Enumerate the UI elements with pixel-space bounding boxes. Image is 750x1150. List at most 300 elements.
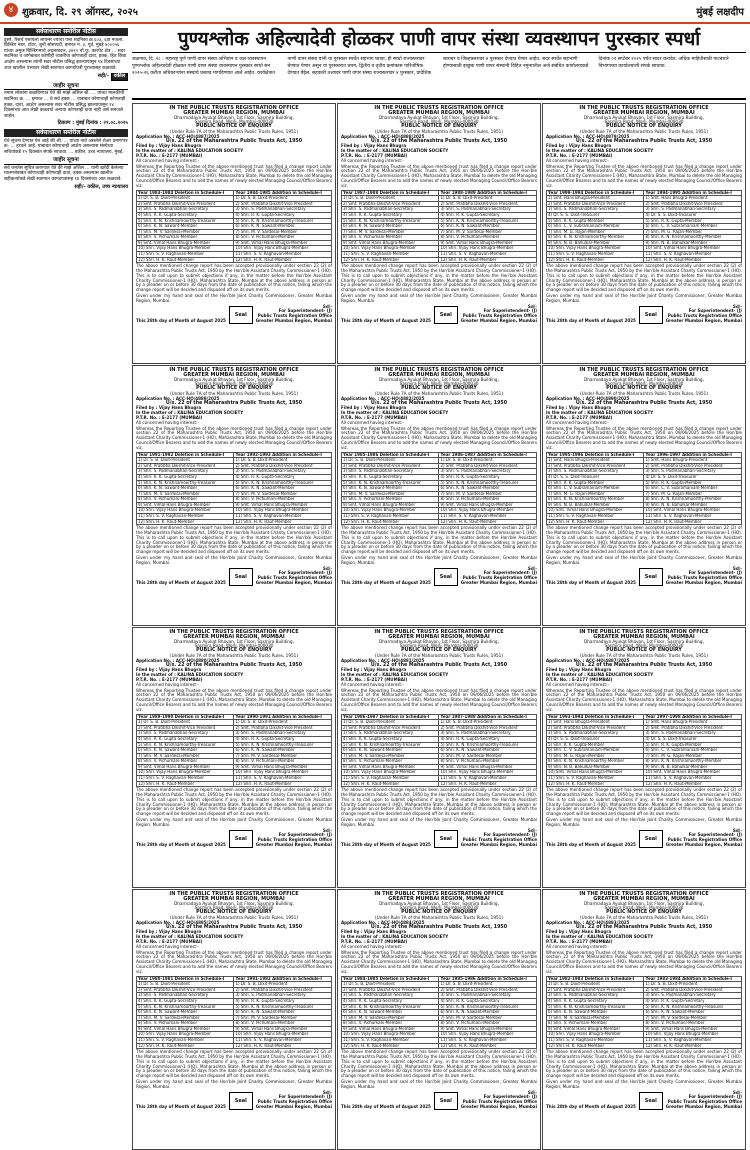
deletion-column-header: Year 1993-1994 Deletion in Schedule-I — [547, 714, 644, 720]
deleted-member: 1) Dr. S. B. Dixit-President — [137, 458, 234, 464]
public-notice — [542, 627, 746, 888]
deleted-member: 5) Shri. K. N. Krishnamoorthy-Treasurer — [342, 480, 439, 486]
application-number: ACC-HO/4885/2025 — [175, 919, 220, 925]
public-notice — [132, 103, 336, 364]
addition-column-header: Year 1984-1985 Addition in Schedule-I — [234, 190, 332, 196]
deleted-member: 2) Smt. Pratibha Dikshit-Vice President — [342, 201, 439, 207]
filed-by-label: Filed by : — [546, 929, 568, 935]
deleted-member: 9) Smt. Vimal Hans Bhugra-Member — [137, 764, 234, 770]
deleted-member: 3) Shri. S. Padmanabhan-Secretary — [342, 731, 439, 737]
notice-date: This 28th day of Month of August 2025 — [136, 318, 226, 324]
ptr-value: E-2177 (MUMBAI) — [367, 152, 408, 158]
added-member: 6) Shri. K. N. Sawant-Member — [234, 486, 332, 492]
notice-section: U/s. 22 of the Maharashtra Public Trusts Act, 1950 — [575, 662, 713, 668]
added-member: 2) Smt. Pratibha Dikshit-Vice President — [234, 987, 332, 993]
added-member: 10) Shri. Vijay Hans Bhugra-Member — [234, 770, 332, 776]
deleted-member: 6) Shri. C. V. Subramaniam-Member — [547, 748, 644, 754]
signatory-office: Public Trusts Registration Office — [667, 313, 742, 319]
added-member: 8) Shri. V. Pichumani-Member — [439, 497, 537, 503]
added-member: 8) Shri. V. Pichumani-Member — [234, 497, 332, 503]
deleted-member: 4) Dr. S. S. Dixit-Treasurer — [547, 736, 644, 742]
notice-region: GREATER MUMBAI REGION, MUMBAI — [183, 895, 285, 902]
added-member: 1) Dr. S. B. Dixit-President — [644, 982, 742, 988]
notice-signatory — [256, 829, 332, 848]
public-notice — [337, 103, 541, 364]
notice-body: Whereas the Reporting Trustee of the above mentioned trust has filed a change report under section 22 of the Maharashtra Public Trusts Act, 1950 on 09/06/2025 before the Hon'ble Assistant Charity Commissioner-1 (HO), Maharashtra State, Mumbai to delete the old Managing Council/Office Bearers and to add the names of newly elected Managing Council/Office Bearers viz. — [546, 163, 742, 188]
notice-address: Sasmira Road, Worli, Mumbai-400030 — [604, 119, 684, 125]
addition-column-header: Year 1992-1993 Addition in Schedule-I — [234, 452, 332, 458]
notice-section: U/s. 22 of the Maharashtra Public Trusts Act, 1950 — [165, 138, 303, 144]
ptr-value: E-2177 (MUMBAI) — [572, 676, 613, 682]
notice-footer — [341, 1091, 537, 1110]
notice-date: This 28th day of Month of August 2025 — [136, 842, 226, 848]
deleted-member: 1) Dr. S. B. Dixit-President — [137, 196, 234, 202]
signature-sd: Sd/- — [527, 827, 537, 833]
deleted-member: 11) Shri. S. V. Raghavan-Member — [137, 1038, 234, 1044]
table-row — [137, 257, 332, 263]
deleted-member: 1) Dr. S. B. Dixit-President — [342, 720, 439, 726]
added-member: 9) Smt. Vimal Hans Bhugra-Member — [439, 240, 537, 246]
deleted-member: 2) Smt. Pratibha Dikshit-Vice President — [547, 201, 644, 207]
seal-stamp: Seal — [639, 1092, 663, 1110]
notice-address: Dharmadaya Ayukat Bhavan, 1st Floor, Sasmira Building, — [174, 376, 294, 382]
deleted-member: 8) Shri. V. Pichumani-Member — [547, 1021, 644, 1027]
deleted-member: 7) Shri. M. V. Sardesai-Member — [137, 229, 234, 235]
signatory-region: Greater Mumbai Region, Mumbai — [460, 580, 537, 586]
deleted-member: 7) Shri. M. V. Sardesai-Member — [137, 1015, 234, 1021]
notice-footer — [546, 567, 742, 586]
members-table — [341, 452, 537, 526]
seal-stamp: Seal — [639, 568, 663, 586]
deleted-member: 8) Shri. V. Pichumani-Member — [137, 1021, 234, 1027]
ptr-value: E-2177 (MUMBAI) — [367, 414, 408, 420]
filed-by-value: Vijay Hans Bhugra — [363, 667, 407, 673]
added-member: 5) Shri. K. N. Krishnamoorthy-Treasurer — [439, 218, 537, 224]
notice-heading: PUBLIC NOTICE OF ENQUIRY — [196, 386, 272, 392]
added-member: 12) Shri. H. K. Raut-Member — [644, 257, 742, 263]
deletion-column-header: Year 1980-1981 Deletion in Schedule-I — [137, 976, 234, 982]
notice-signatory — [666, 829, 742, 848]
notice-concerned: All concerned having interest:- — [546, 157, 609, 163]
added-member: 3) Shri. S. Padmanabhan-Secretary — [234, 207, 332, 213]
ptr-value: E-2177 (MUMBAI) — [162, 414, 203, 420]
deleted-member: 7) Shri. M. V. Sardesai-Member — [137, 491, 234, 497]
deleted-member: 7) Shri. M. V. Sardesai-Member — [342, 753, 439, 759]
deletion-column-header: Year 1989-1990 Deletion in Schedule-I — [137, 714, 234, 720]
added-member: 5) Shri. R. K. Gupta-Member — [644, 218, 742, 224]
addition-column-header: Year 1994-1995 Addition in Schedule-I — [644, 190, 742, 196]
ptr-label: P.T.R. No. : — [136, 414, 161, 420]
notice-given: Given under my hand and seal of the Hon'ble Joint Charity Commissioner, Greater Mumbai Region, Mumbai. — [136, 817, 332, 827]
notice-body: Whereas the Reporting Trustee of the above mentioned trust has filed a change report under section 22 of the Maharashtra Public Trusts Act, 1950 on 09/06/2025 before the Hon'ble Assistant Charity Commissioner-1 (HO), Maharashtra State, Mumbai to delete the old Managing Council/Office Bearers and to add the names of newly elected Managing Council/Office Bearers viz. — [341, 949, 537, 974]
notice-given: Given under my hand and seal of the Hon'ble Joint Charity Commissioner, Greater Mumbai Region, Mumbai. — [341, 555, 537, 565]
added-member: 8) Shri. V. Pichumani-Member — [234, 1021, 332, 1027]
deleted-member: 8) Shri. K. N. Krishnamoorthy-Member — [547, 759, 644, 765]
added-member: 11) Shri. S. V. Raghavan-Member — [644, 252, 742, 258]
notice-body-objections: The above mentioned change report has been accepted provisionally under section 22 (2) of the Maharashtra Public Trusts Act, 1950 by the Hon'ble Assistant Charity Commissioner-1 (HO). This is to call upon to submit objections if any, in the matter before the Hon'ble Assistant Charity Commissioner-1 (HO), Maharashtra State, Mumbai at the above address in person or by a pleader on or before 30 days from the date of publication of this notice, failing which the change report will be decided and disposed off on its own merits. — [546, 1049, 742, 1079]
addition-column-header: Year 1981-1982 Addition in Schedule-I — [234, 976, 332, 982]
added-member: 1) Smt. Hans Bhugra-President — [644, 458, 742, 464]
matter-value: KALINA EDUCATION SOCIETY — [587, 934, 654, 940]
added-member: 8) Shri. V. Pichumani-Member — [234, 235, 332, 241]
notice-given: Given under my hand and seal of the Hon'ble Joint Charity Commissioner, Greater Mumbai Region, Mumbai. — [546, 293, 742, 303]
signatory-office: Public Trusts Registration Office — [257, 575, 332, 581]
added-member: 7) Shri. M. V. Sardesai-Member — [439, 753, 537, 759]
deleted-member: 5) Shri. K. N. Krishnamoorthy-Treasurer — [137, 218, 234, 224]
notice-signatory — [666, 567, 742, 586]
deleted-member: 7) Shri. M. G. Rajan-Member — [547, 753, 644, 759]
notice-rule: (Under Rule 7A of the Maharashtra Public Trusts Rules, 1951) — [580, 652, 708, 658]
notice-address: Sasmira Road, Worli, Mumbai-400030 — [399, 381, 479, 387]
deleted-member: 12) Shri. H. K. Raut-Member — [547, 1043, 644, 1049]
added-member: 4) Dr. S. S. Dixit-Treasurer — [644, 474, 742, 480]
deletion-column-header: Year 1987-1988 Deletion in Schedule-I — [342, 190, 439, 196]
deletion-column-header: Year 1995-1996 Deletion in Schedule-I — [547, 452, 644, 458]
application-label: Application No. : — [546, 657, 585, 663]
notice-address: Sasmira Road, Worli, Mumbai-400030 — [604, 643, 684, 649]
notice-concerned: All concerned having interest:- — [341, 157, 404, 163]
notice-address: Dharmadaya Ayukat Bhavan, 1st Floor, Sasmira Building, — [379, 376, 499, 382]
notice-region: GREATER MUMBAI REGION, MUMBAI — [593, 371, 695, 378]
seal-stamp: Seal — [229, 306, 253, 324]
application-label: Application No. : — [136, 919, 175, 925]
notice-rule: (Under Rule 7A of the Maharashtra Public Trusts Rules, 1951) — [375, 914, 503, 920]
notice-address: Sasmira Road, Worli, Mumbai-400030 — [194, 381, 274, 387]
deleted-member: 8) Shri. V. Pichumani-Member — [137, 497, 234, 503]
signatory-region: Greater Mumbai Region, Mumbai — [255, 580, 332, 586]
deleted-member: 3) Shri. S. Padmanabhan-Secretary — [547, 469, 644, 475]
added-member: 6) Shri. K. N. Sawant-Member — [234, 224, 332, 230]
added-member: 9) Smt. Vimal Hans Bhugra-Member — [439, 502, 537, 508]
ptr-value: E-2177 (MUMBAI) — [162, 152, 203, 158]
added-member: 1) Dr. S. B. Dixit-President — [439, 458, 537, 464]
members-table — [341, 714, 537, 788]
notice-address: Sasmira Road, Worli, Mumbai-400030 — [194, 643, 274, 649]
deleted-member: 9) Smt. Vimal Hans Bhugra-Member — [137, 240, 234, 246]
added-member: 4) Shri. R. K. Gupta-Secretary — [234, 474, 332, 480]
notice-body: Whereas the Reporting Trustee of the above mentioned trust has filed a change report under section 22 of the Maharashtra Public Trusts Act, 1950 on 09/06/2025 before the Hon'ble Assistant Charity Commissioner-1 (HO), Maharashtra State, Mumbai to delete the old Managing Council/Office Bearers and to add the names of newly elected Managing Council/Office Bearers viz. — [546, 949, 742, 974]
added-member: 2) Smt. Pratibha Dikshit-Vice President — [234, 201, 332, 207]
notice-grid — [132, 103, 746, 1150]
deleted-member: 1) Dr. S. B. Dixit-President — [342, 982, 439, 988]
added-member: 12) Shri. H. K. Raut-Member — [439, 781, 537, 787]
deleted-member: 3) Shri. S. Padmanabhan-Secretary — [137, 207, 234, 213]
deleted-member: 10) Smt. Vimal Hans Bhugra-Member — [547, 508, 644, 514]
seal-stamp: Seal — [434, 568, 458, 586]
deleted-member: 1) Dr. S. B. Dixit-President — [137, 982, 234, 988]
notice-footer — [546, 829, 742, 848]
members-table — [136, 452, 332, 526]
added-member: 2) Smt. Pratibha Dikshit-Vice President — [644, 463, 742, 469]
deleted-member: 4) Shri. R. K. Gupta-Secretary — [137, 474, 234, 480]
deleted-member: 3) Shri. S. Padmanabhan-Secretary — [342, 207, 439, 213]
signatory-office: Public Trusts Registration Office — [257, 837, 332, 843]
deleted-member: 2) Smt. Pratibha Dikshit-Vice President — [137, 463, 234, 469]
deleted-member: 2) Smt. Pratibha Dikshit-Vice President — [342, 463, 439, 469]
sidebar-signature: सही/- वकील, उच्च न्यायालय — [74, 183, 128, 190]
notice-region: GREATER MUMBAI REGION, MUMBAI — [183, 371, 285, 378]
deletion-column-header: Year 1982-1983 Deletion in Schedule-I — [547, 976, 644, 982]
notice-region: GREATER MUMBAI REGION, MUMBAI — [183, 633, 285, 640]
public-notice — [337, 365, 541, 626]
deletion-column-header: Year 1999-1994 Deletion in Schedule-I — [547, 190, 644, 196]
added-member: 9) Shri. N. B. Bahulkar-Member — [644, 502, 742, 508]
notice-body: Whereas the Reporting Trustee of the above mentioned trust has filed a change report under section 22 of the Maharashtra Public Trusts Act, 1950 on 09/06/2025 before the Hon'ble Assistant Charity Commissioner-1 (HO), Maharashtra State, Mumbai to delete the old Managing Council/Office Bearers and to add the names of newly elected Managing Council/Office Bearers viz. — [136, 949, 332, 974]
matter-value: KALINA EDUCATION SOCIETY — [587, 148, 654, 154]
added-member: 2) Smt. Pratibha Dikshit-Vice President — [439, 201, 537, 207]
added-member: 2) Smt. Pratibha Dikshit-Vice President — [439, 725, 537, 731]
matter-label: In the matter of : — [546, 148, 586, 154]
notice-given: Given under my hand and seal of the Hon'ble Joint Charity Commissioner, Greater Mumbai Region, Mumbai. — [341, 817, 537, 827]
deleted-member: 1) Dr. S. B. Dixit-President — [342, 458, 439, 464]
sidebar-notice-text: सर्व जनतेस सूचित करण्यात येते की माझे अशिल ... यांनी खरेदी केलेल्या मालमत्तेबाबत कोणाचाही कोणताही दावा, हक्क असल्यास खालील सहीकर्त्याकडे लेखी स्वरुपात कागदपत्रांसह १४ दिवसांच्या आत कळवावे. — [4, 165, 125, 183]
deleted-member: 5) Shri. K. N. Krishnamoorthy-Treasurer — [342, 742, 439, 748]
signatory-region: Greater Mumbai Region, Mumbai — [460, 1104, 537, 1110]
added-member: 12) Shri. H. K. Raut-Member — [439, 257, 537, 263]
table-row — [547, 781, 742, 787]
members-table — [136, 976, 332, 1050]
signatory-office: Public Trusts Registration Office — [257, 313, 332, 319]
added-member: 7) Shri. M. G. Rajan-Member — [644, 229, 742, 235]
matter-value: KALINA EDUCATION SOCIETY — [177, 934, 244, 940]
deletion-column-header: Year 1991-1992 Deletion in Schedule-I — [137, 452, 234, 458]
filed-by-label: Filed by : — [136, 929, 158, 935]
added-member: 7) Shri. M. V. Sardesai-Member — [439, 1015, 537, 1021]
matter-value: KALINA EDUCATION SOCIETY — [587, 410, 654, 416]
table-row — [547, 519, 742, 525]
ptr-value: E-2177 (MUMBAI) — [367, 676, 408, 682]
added-member: 12) Shri. H. K. Raut-Member — [439, 519, 537, 525]
signatory-title: For Superintendent- (J) — [278, 1094, 332, 1100]
table-row — [342, 1043, 537, 1049]
added-member: 5) Shri. K. N. Krishnamoorthy-Treasurer — [644, 1004, 742, 1010]
signatory-office: Public Trusts Registration Office — [667, 575, 742, 581]
notice-rule: (Under Rule 7A of the Maharashtra Public Trusts Rules, 1951) — [375, 128, 503, 134]
added-member: 1) Dr. S. B. Dixit-President — [234, 458, 332, 464]
added-member: 1) Dr. S. B. Dixit-President — [439, 982, 537, 988]
notice-given: Given under my hand and seal of the Hon'ble Joint Charity Commissioner, Greater Mumbai Region, Mumbai. — [546, 1079, 742, 1089]
added-member: 1) Smt. Hans Bhugra-President — [644, 720, 742, 726]
notice-body-objections: The above mentioned change report has been accepted provisionally under section 22 (2) of the Maharashtra Public Trusts Act, 1950 by the Hon'ble Assistant Charity Commissioner-1 (HO). This is to call upon to submit objections if any, in the matter before the Hon'ble Assistant Charity Commissioner-1 (HO), Maharashtra State, Mumbai at the above address in person or by a pleader on or before 30 days from the date of publication of this notice, failing which the change report will be decided and disposed off on its own merits. — [546, 787, 742, 817]
notice-rule: (Under Rule 7A of the Maharashtra Public Trusts Rules, 1951) — [170, 390, 298, 396]
notice-heading: PUBLIC NOTICE OF ENQUIRY — [606, 910, 682, 916]
signature-sd: Sd/- — [322, 303, 332, 309]
deleted-member: 6) Shri. K. N. Sawant-Member — [342, 224, 439, 230]
deleted-member: 2) Smt. Pratibha Dikshit-Vice President — [547, 725, 644, 731]
added-member: 5) Shri. K. N. Krishnamoorthy-Treasurer — [439, 480, 537, 486]
signatory-region: Greater Mumbai Region, Mumbai — [460, 318, 537, 324]
signatory-title: For Superintendent- (J) — [483, 1094, 537, 1100]
addition-column-header: Year 1986-1987 Addition in Schedule-I — [439, 452, 537, 458]
added-member: 1) Dr. S. B. Dixit-President — [234, 720, 332, 726]
notice-date: This 28th day of Month of August 2025 — [136, 1104, 226, 1110]
matter-value: KALINA EDUCATION SOCIETY — [382, 672, 449, 678]
deleted-member: 2) Smt. Pratibha Dikshit-Vice President — [137, 725, 234, 731]
deleted-member: 11) Shri. S. V. Raghavan-Member — [137, 252, 234, 258]
sidebar-heading: सर्वसाधारण समोरील नोटीस — [4, 129, 128, 137]
added-member: 9) Smt. Vimal Hans Bhugra-Member — [644, 1026, 742, 1032]
notice-concerned: All concerned having interest:- — [341, 943, 404, 949]
notice-region: GREATER MUMBAI REGION, MUMBAI — [593, 109, 695, 116]
deleted-member: 10) Shri. Vijay Hans Bhugra-Member — [342, 246, 439, 252]
addition-column-header: Year 1988-1989 Addition in Schedule-I — [439, 190, 537, 196]
notice-body-objections: The above mentioned change report has been accepted provisionally under section 22 (2) of the Maharashtra Public Trusts Act, 1950 by the Hon'ble Assistant Charity Commissioner-1 (HO). This is to call upon to submit objections if any, in the matter before the Hon'ble Assistant Charity Commissioner-1 (HO), Maharashtra State, Mumbai at the above address in person or by a pleader on or before 30 days from the date of publication of this notice, failing which the change report will be decided and disposed off on its own merits. — [341, 263, 537, 293]
application-label: Application No. : — [136, 133, 175, 139]
application-label: Application No. : — [546, 919, 585, 925]
notice-office: IN THE PUBLIC TRUSTS REGISTRATION OFFICE — [169, 891, 299, 897]
added-member: 4) Shri. R. K. Gupta-Secretary — [439, 474, 537, 480]
deleted-member: 6) Shri. K. N. Sawant-Member — [137, 486, 234, 492]
notice-heading: PUBLIC NOTICE OF ENQUIRY — [401, 386, 477, 392]
added-member: 8) Shri. V. Pichumani-Member — [234, 759, 332, 765]
application-number: ACC-HO/4881/2025 — [380, 657, 425, 663]
members-table — [136, 714, 332, 788]
notice-section: U/s. 22 of the Maharashtra Public Trusts Act, 1950 — [370, 138, 508, 144]
signature-sd: Sd/- — [527, 303, 537, 309]
added-member: 11) Shri. S. V. Raghavan-Member — [644, 1038, 742, 1044]
notice-address: Sasmira Road, Worli, Mumbai-400030 — [399, 643, 479, 649]
table-row — [342, 257, 537, 263]
ptr-label: P.T.R. No. : — [546, 938, 571, 944]
notice-footer — [341, 829, 537, 848]
notice-address: Sasmira Road, Worli, Mumbai-400030 — [194, 905, 274, 911]
notice-body-objections: The above mentioned change report has been accepted provisionally under section 22 (2) of the Maharashtra Public Trusts Act, 1950 by the Hon'ble Assistant Charity Commissioner-1 (HO). This is to call upon to submit objections if any, in the matter before the Hon'ble Assistant Charity Commissioner-1 (HO), Maharashtra State, Mumbai at the above address in person or by a pleader on or before 30 days from the date of publication of this notice, failing which the change report will be decided and disposed off on its own merits. — [136, 787, 332, 817]
filed-by-value: Vijay Hans Bhugra — [158, 405, 202, 411]
ptr-label: P.T.R. No. : — [546, 414, 571, 420]
matter-label: In the matter of : — [341, 410, 381, 416]
added-member: 10) Shri. Vijay Hans Bhugra-Member — [234, 508, 332, 514]
added-member: 6) Shri. K. N. Sawant-Member — [439, 1010, 537, 1016]
notice-address: Sasmira Road, Worli, Mumbai-400030 — [194, 119, 274, 125]
signature-sd: Sd/- — [732, 1089, 742, 1095]
added-member: 12) Shri. H. K. Raut-Member — [644, 519, 742, 525]
deleted-member: 1) Smt. Hans Bhugra-President — [547, 458, 644, 464]
deletion-column-header: Year 1983-1984 Deletion in Schedule-I — [137, 190, 234, 196]
filed-by-value: Vijay Hans Bhugra — [568, 143, 612, 149]
added-member: 3) Shri. S. Padmanabhan-Secretary — [234, 993, 332, 999]
added-member: 10) Shri. Vijay Hans Bhugra-Member — [439, 1032, 537, 1038]
addition-column-header: Year 1983-1984 Addition in Schedule-I — [644, 976, 742, 982]
public-notice — [132, 627, 336, 888]
notice-address: Sasmira Road, Worli, Mumbai-400030 — [399, 905, 479, 911]
notice-heading: PUBLIC NOTICE OF ENQUIRY — [606, 386, 682, 392]
added-member: 7) Shri. M. V. Sardesai-Member — [234, 753, 332, 759]
added-member: 2) Smt. Pratibha Dikshit-Vice President — [644, 987, 742, 993]
added-member: 4) Shri. R. K. Gupta-Secretary — [439, 212, 537, 218]
filed-by-value: Vijay Hans Bhugra — [568, 667, 612, 673]
added-member: 1) Dr. S. B. Dixit-President — [234, 982, 332, 988]
deleted-member: 11) Shri. S. V. Raghavan-Member — [342, 776, 439, 782]
notice-given: Given under my hand and seal of the Hon'ble Joint Charity Commissioner, Greater Mumbai Region, Mumbai. — [136, 293, 332, 303]
deleted-member: 4) Dr. S. S. Dixit-Treasurer — [547, 474, 644, 480]
added-member: 1) Smt. Hans Bhugra-President — [644, 196, 742, 202]
added-member: 8) Shri. V. Pichumani-Member — [439, 759, 537, 765]
added-member: 5) Shri. R. K. Gupta-Member — [644, 480, 742, 486]
added-member: 10) Smt. Vimal Hans Bhugra-Member — [644, 770, 742, 776]
filed-by-label: Filed by : — [546, 143, 568, 149]
notice-office: IN THE PUBLIC TRUSTS REGISTRATION OFFICE — [579, 367, 709, 373]
deleted-member: 2) Smt. Pratibha Dikshit-Vice President — [342, 725, 439, 731]
application-number: ACC-HO/4888/2025 — [380, 133, 425, 139]
notice-given: Given under my hand and seal of the Hon'ble Joint Charity Commissioner, Greater Mumbai Region, Mumbai. — [136, 1079, 332, 1089]
application-label: Application No. : — [341, 133, 380, 139]
public-notice — [542, 365, 746, 626]
notice-signatory — [461, 567, 537, 586]
notice-office: IN THE PUBLIC TRUSTS REGISTRATION OFFICE — [579, 629, 709, 635]
deleted-member: 6) Shri. K. N. Sawant-Member — [137, 224, 234, 230]
signatory-title: For Superintendent- (J) — [278, 832, 332, 838]
ptr-label: P.T.R. No. : — [546, 676, 571, 682]
added-member: 11) Shri. S. V. Raghavan-Member — [439, 514, 537, 520]
notice-body-objections: The above mentioned change report has been accepted provisionally under section 22 (2) of the Maharashtra Public Trusts Act, 1950 by the Hon'ble Assistant Charity Commissioner-1 (HO). This is to call upon to submit objections if any, in the matter before the Hon'ble Assistant Charity Commissioner-1 (HO), Maharashtra State, Mumbai at the above address in person or by a pleader on or before 30 days from the date of publication of this notice, failing which the change report will be decided and disposed off on its own merits. — [341, 787, 537, 817]
added-member: 5) Shri. K. N. Krishnamoorthy-Treasurer — [234, 1004, 332, 1010]
seal-stamp: Seal — [229, 830, 253, 848]
table-row — [137, 519, 332, 525]
application-label: Application No. : — [546, 395, 585, 401]
sidebar-sign-text: सही/- — [97, 73, 109, 80]
seal-stamp: Seal — [229, 568, 253, 586]
added-member: 6) Shri. K. N. Sawant-Member — [439, 224, 537, 230]
added-member: 9) Smt. Vimal Hans Bhugra-Member — [439, 764, 537, 770]
added-member: 2) Smt. Pratibha Dikshit-Vice President — [644, 725, 742, 731]
deleted-member: 2) Smt. Pratibha Dikshit-Vice President — [137, 201, 234, 207]
signatory-region: Greater Mumbai Region, Mumbai — [665, 1104, 742, 1110]
deleted-member: 11) Shri. S. V. Raghavan-Member — [137, 776, 234, 782]
deleted-member: 4) Shri. R. K. Gupta-Secretary — [547, 998, 644, 1004]
signature-sd: Sd/- — [322, 827, 332, 833]
notice-concerned: All concerned having interest:- — [136, 681, 199, 687]
deleted-member: 10) Shri. Vijay Hans Bhugra-Member — [137, 1032, 234, 1038]
notice-office: IN THE PUBLIC TRUSTS REGISTRATION OFFICE — [169, 367, 299, 373]
notice-body-objections: The above mentioned change report has been accepted provisionally under section 22 (2) of the Maharashtra Public Trusts Act, 1950 by the Hon'ble Assistant Charity Commissioner-1 (HO). This is to call upon to submit objections if any, in the matter before the Hon'ble Assistant Charity Commissioner-1 (HO), Maharashtra State, Mumbai at the above address in person or by a pleader on or before 30 days from the date of publication of this notice, failing which the change report will be decided and disposed off on its own merits. — [136, 525, 332, 555]
notice-body: Whereas the Reporting Trustee of the above mentioned trust has filed a change report under section 22 of the Maharashtra Public Trusts Act, 1950 on 09/06/2025 before the Hon'ble Assistant Charity Commissioner-1 (HO), Maharashtra State, Mumbai to delete the old Managing Council/Office Bearers and to add the names of newly elected Managing Council/Office Bearers viz. — [341, 163, 537, 188]
added-member: 12) Shri. H. K. Raut-Member — [234, 781, 332, 787]
deleted-member: 9) Shri. N. B. Bahulkar-Member — [547, 502, 644, 508]
deleted-member: 5) Shri. R. K. Gupta-Member — [547, 742, 644, 748]
deleted-member: 5) Shri. K. N. Krishnamoorthy-Treasurer — [137, 480, 234, 486]
ptr-label: P.T.R. No. : — [341, 414, 366, 420]
public-notice — [542, 889, 746, 1150]
deleted-member: 12) Shri. H. K. Raut-Member — [547, 781, 644, 787]
added-member: 7) Shri. M. V. Sardesai-Member — [234, 491, 332, 497]
added-member: 9) Smt. Vimal Hans Bhugra-Member — [234, 502, 332, 508]
deleted-member: 6) Shri. C. V. Subramaniam-Member — [547, 486, 644, 492]
deleted-member: 9) Shri. N. B. Bahulkar-Member — [547, 240, 644, 246]
added-member: 5) Shri. K. N. Krishnamoorthy-Treasurer — [234, 480, 332, 486]
deleted-member: 3) Shri. S. Padmanabhan-Secretary — [342, 993, 439, 999]
addition-column-header: Year 1985-1986 Addition in Schedule-I — [439, 976, 537, 982]
notice-concerned: All concerned having interest:- — [546, 419, 609, 425]
added-member: 5) Shri. R. K. Gupta-Member — [644, 742, 742, 748]
notice-signatory — [256, 305, 332, 324]
notice-signatory — [666, 1091, 742, 1110]
deleted-member: 8) Shri. V. Pichumani-Member — [342, 497, 439, 503]
notice-concerned: All concerned having interest:- — [136, 157, 199, 163]
notice-date: This 28th day of Month of August 2025 — [341, 318, 431, 324]
signatory-title: For Superintendent- (J) — [483, 570, 537, 576]
deleted-member: 6) Shri. K. N. Sawant-Member — [137, 748, 234, 754]
notice-section: U/s. 22 of the Maharashtra Public Trusts Act, 1950 — [370, 662, 508, 668]
addition-column-header: Year 1996-1997 Addition in Schedule-I — [644, 452, 742, 458]
deleted-member: 3) Shri. S. Padmanabhan-Secretary — [547, 207, 644, 213]
added-member: 5) Shri. K. N. Krishnamoorthy-Treasurer — [439, 742, 537, 748]
added-member: 12) Shri. H. K. Raut-Member — [644, 781, 742, 787]
deleted-member: 12) Shri. H. K. Raut-Member — [342, 519, 439, 525]
notice-section: U/s. 22 of the Maharashtra Public Trusts Act, 1950 — [575, 138, 713, 144]
notice-body-objections: The above mentioned change report has been accepted provisionally under section 22 (2) of the Maharashtra Public Trusts Act, 1950 by the Hon'ble Assistant Charity Commissioner-1 (HO). This is to call upon to submit objections if any, in the matter before the Hon'ble Assistant Charity Commissioner-1 (HO), Maharashtra State, Mumbai at the above address in person or by a pleader on or before 30 days from the date of publication of this notice, failing which the change report will be decided and disposed off on its own merits. — [136, 1049, 332, 1079]
added-member: 1) Dr. S. B. Dixit-President — [234, 196, 332, 202]
added-member: 6) Shri. K. N. Sawant-Member — [234, 1010, 332, 1016]
